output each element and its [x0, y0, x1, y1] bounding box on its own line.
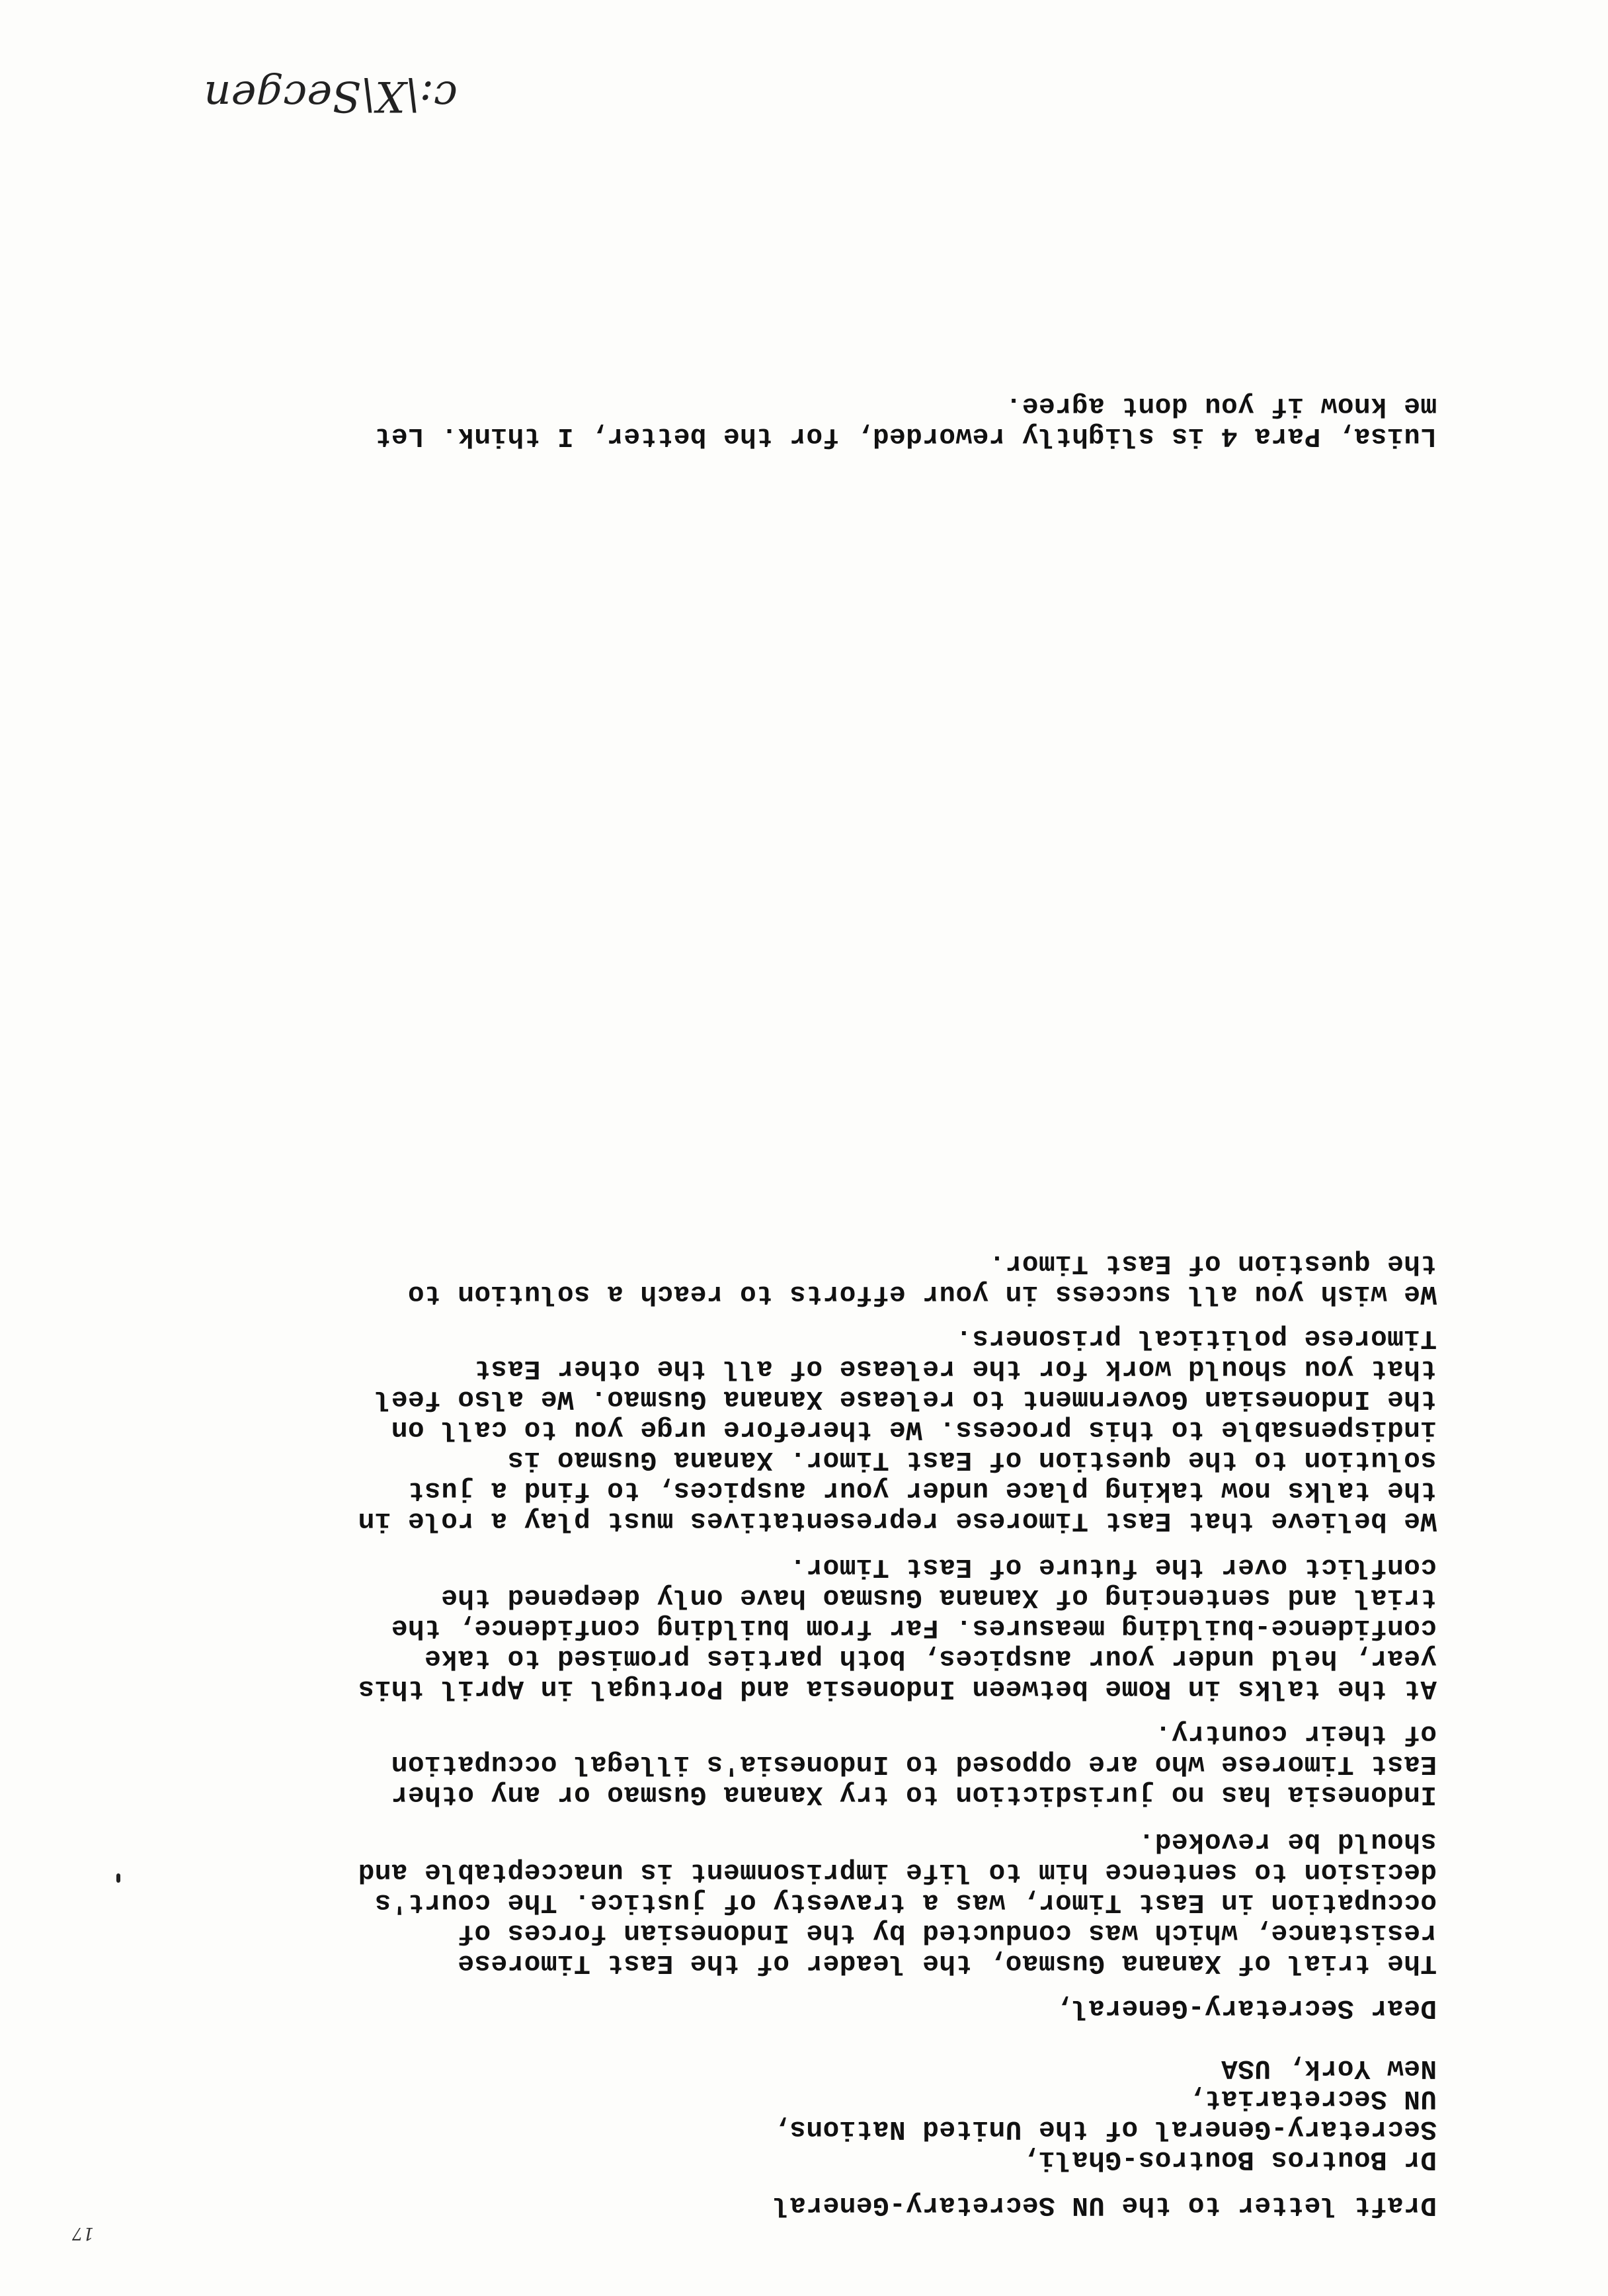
paragraph-line: The trial of Xanana Gusmao, the leader of the East Timorese: [457, 1948, 1437, 1978]
paragraph-line: decision to sentence him to life imprisonment is unacceptable and: [358, 1856, 1437, 1887]
paragraph-line: the Indonesian Government to release Xanana Gusmao. We also feel: [374, 1383, 1437, 1414]
paragraph-line: of their country.: [1154, 1718, 1437, 1748]
paragraph-line: trial and sentencing of Xanana Gusmao have only deepened the: [440, 1582, 1437, 1612]
handwritten-reference: c:\X\Secgen: [204, 71, 458, 120]
paragraph-line: the talks now taking place under your auspices, to find a just: [407, 1475, 1437, 1505]
paragraph-line: year, held under your auspices, both parties promised to take: [424, 1643, 1437, 1673]
paragraph-line: We wish you all success in your efforts to reach a solution to: [407, 1278, 1437, 1309]
paragraph-line: solution to the question of East Timor. Xanana Gusmao is: [507, 1444, 1437, 1475]
paragraph-line: confidence-building measures. Far from building confidence, the: [391, 1612, 1437, 1643]
paragraph-line: the question of East Timor.: [988, 1248, 1437, 1278]
paragraph-line: conflict over the future of East Timor.: [789, 1551, 1437, 1582]
letter-heading: Draft letter to the UN Secretary-General: [772, 2190, 1437, 2220]
salutation: Dear Secretary-General,: [1055, 1992, 1437, 2023]
paragraph-line: that you should work for the release of all the other East: [473, 1353, 1437, 1383]
corner-mark: 17: [71, 2223, 94, 2243]
paragraph-line: resistance, which was conducted by the Indonesian forces of: [457, 1917, 1437, 1948]
address-line: Dr Boutros Boutros-Ghali,: [1022, 2144, 1437, 2174]
paragraph-line: Timorese political prisoners.: [955, 1323, 1437, 1353]
paragraph-line: Indonesia has no jurisdiction to try Xanana Gusmao or any other: [391, 1779, 1437, 1809]
margin-mark: [116, 1873, 120, 1883]
paragraph-line: East Timorese who are opposed to Indonesia's illegal occupation: [391, 1748, 1437, 1779]
paragraph-line: indispensable to this process. We therefore urge you to call on: [391, 1414, 1437, 1444]
address-line: Secretary-General of the United Nations,: [772, 2113, 1437, 2144]
note-line: me know if you dont agree.: [1005, 390, 1437, 421]
paragraph-line: We believe that East Timorese representatives must play a role in: [358, 1505, 1437, 1536]
address-line: New York, USA: [1221, 2053, 1437, 2083]
note-line: Luisa, Para 4 is slightly reworded, for the better, I think. Let: [374, 421, 1437, 451]
paragraph-line: should be revoked.: [1138, 1826, 1437, 1856]
paragraph-line: occupation in East Timor, was a travesty of justice. The court's: [374, 1887, 1437, 1917]
paragraph-line: At the talks in Rome between Indonesia and Portugal in April this: [358, 1673, 1437, 1703]
address-line: UN Secretariat,: [1187, 2083, 1437, 2113]
